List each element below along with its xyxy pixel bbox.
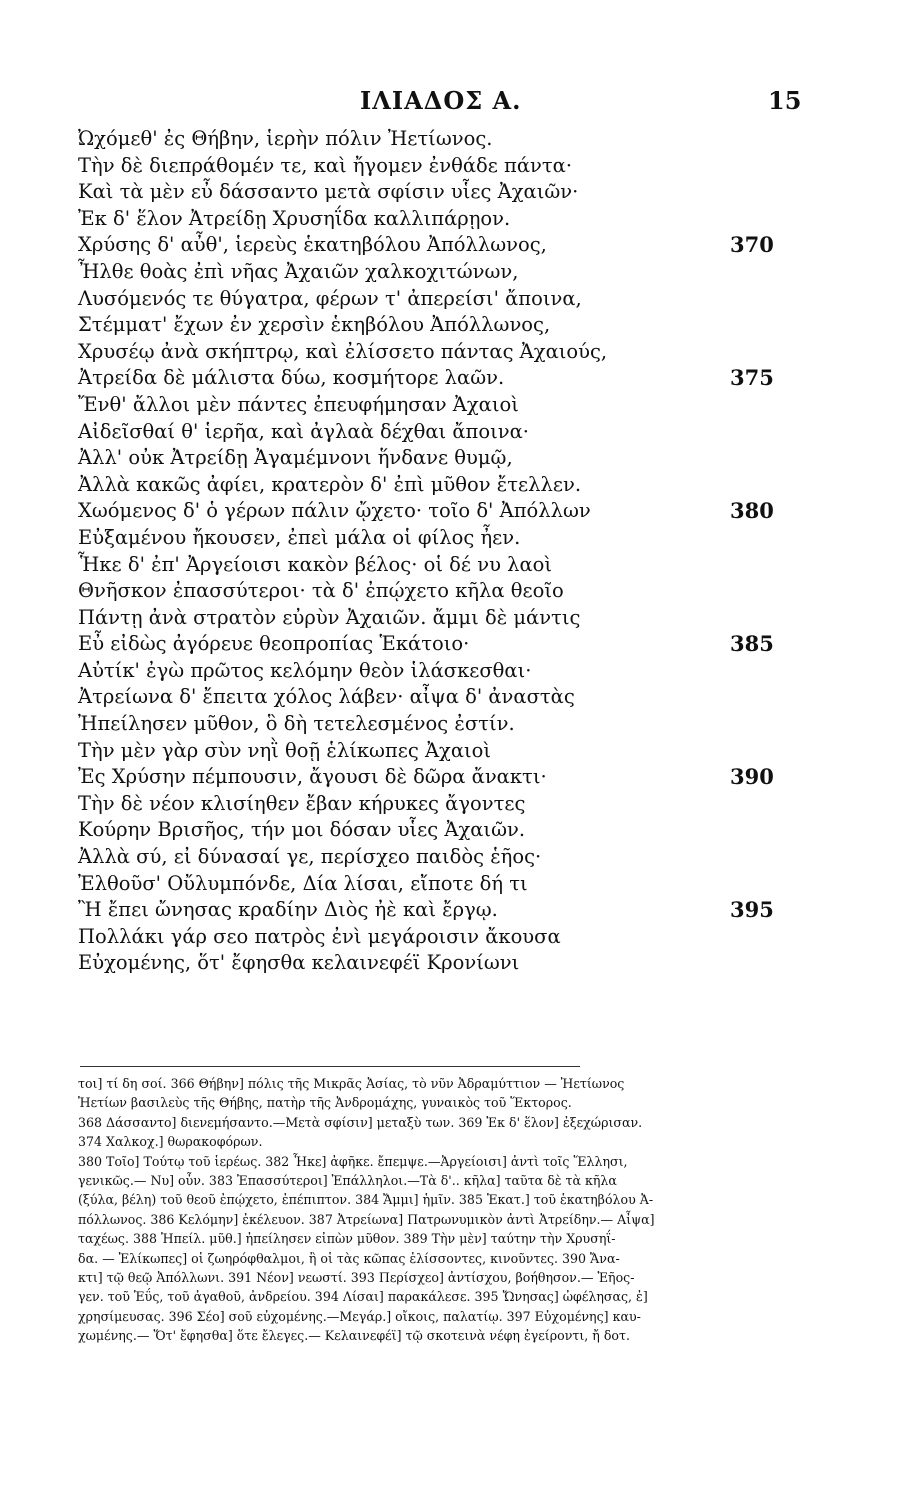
footnote-line: χωμένης.— Ὅτ' ἔφησθα] ὅτε ἔλεγες.— Κελαινεφέϊ] τῷ σκοτεινὰ νέφη ἐγείροντι, ἤ δοτ. [78, 1328, 630, 1344]
verse-text: Καὶ τὰ μὲν εὖ δάσσαντο μετὰ σφίσιν υἷες Ἀχαιῶν· [78, 180, 579, 204]
running-title: ΙΛΙΑΔΟΣ Α. [360, 86, 522, 115]
verse-text: Κούρην Βρισῆος, τήν μοι δόσαν υἷες Ἀχαιῶν. [78, 818, 526, 842]
verse-line [78, 286, 818, 313]
verse-line [78, 472, 818, 499]
footnote-line: 368 Δάσσαντο] διενεμήσαντο.—Μετὰ σφίσιν] μεταξὺ των. 369 Ἐκ δ' ἕλον] ἐξεχώρισαν. [78, 1114, 643, 1130]
verse-text: Τὴν δὲ διεπράθομέν τε, καὶ ἤγομεν ἐνθάδε πάντα· [78, 153, 573, 177]
verse-text: Αὐτίκ' ἐγὼ πρῶτος κελόμην θεὸν ἱλάσκεσθαι· [78, 658, 532, 682]
verse-line [78, 312, 818, 339]
verse-text: Ἐλθοῦσ' Οὔλυμπόνδε, Δία λίσαι, εἴποτε δή τι [78, 871, 528, 895]
page-number: 15 [768, 86, 802, 115]
verse-line [78, 206, 818, 233]
verse-line [78, 871, 818, 898]
verse-text: Ἀλλ' οὐκ Ἀτρείδῃ Ἀγαμέμνονι ἥνδανε θυμῷ, [78, 446, 513, 470]
verse-text: Χρύσης δ' αὖθ', ἱερεὺς ἑκατηβόλου Ἀπόλλωνος, [78, 233, 547, 257]
verse-line [78, 817, 818, 844]
verse-text: Αἰδεῖσθαί θ' ἱερῆα, καὶ ἀγλαὰ δέχθαι ἄποινα· [78, 419, 529, 443]
line-number: 385 [730, 631, 774, 657]
running-head [0, 86, 920, 116]
verse-line [78, 445, 818, 472]
verse-line [78, 126, 818, 153]
verse-line [78, 897, 818, 924]
verse-line [78, 684, 818, 711]
verse-text: Ἀλλὰ κακῶς ἀφίει, κρατερὸν δ' ἐπὶ μῦθον ἔτελλεν. [78, 472, 582, 496]
footnote-line: τοι] τί δη σοί. 366 Θήβην] πόλις τῆς Μικρᾶς Ἀσίας, τὸ νῦν Ἀδραμύττιον — Ἠετίωνος [78, 1076, 625, 1091]
line-number: 390 [730, 764, 774, 790]
verse-text: Ἢ ἔπει ὤνησας κραδίην Διὸς ἠὲ καὶ ἔργῳ. [78, 898, 498, 922]
verse-line [78, 259, 818, 286]
verse-line [78, 339, 818, 366]
verse-line [78, 764, 818, 791]
line-number: 375 [730, 365, 774, 391]
verse-line [78, 179, 818, 206]
verse-text: Εὐξαμένου ἤκουσεν, ἐπεὶ μάλα οἱ φίλος ἦεν. [78, 525, 521, 549]
verse-line [78, 525, 818, 552]
verse-line [78, 419, 818, 446]
verse-line [78, 738, 818, 765]
line-number: 380 [730, 498, 774, 524]
verse-line [78, 498, 818, 525]
verse-text: Τὴν δὲ νέον κλισίηθεν ἔβαν κήρυκες ἄγοντες [78, 791, 526, 815]
line-number: 395 [730, 897, 774, 923]
verse-text: Πολλάκι γάρ σεο πατρὸς ἐνὶ μεγάροισιν ἄκουσα [78, 924, 561, 948]
footnote-rule [80, 1066, 580, 1067]
verse-line [78, 791, 818, 818]
verse-text: Τὴν μὲν γὰρ σὺν νηῒ θοῇ ἑλίκωπες Ἀχαιοὶ [78, 738, 492, 762]
verse-line [78, 631, 818, 658]
verse-line [78, 392, 818, 419]
verse-text: Ἀλλὰ σύ, εἰ δύνασαί γε, περίσχεο παιδὸς ἑῆος· [78, 845, 542, 869]
verse-line [78, 924, 818, 951]
line-number: 370 [730, 232, 774, 258]
footnote-line: (ξύλα, βέλη) τοῦ θεοῦ ἐπῴχετο, ἐπέπιπτον. 384 Ἄμμι] ἡμῖν. 385 Ἑκατ.] τοῦ ἑκατηβόλου Ἀ- [78, 1192, 654, 1208]
verse-text: Ὠχόμεθ' ἐς Θήβην, ἱερὴν πόλιν Ἠετίωνος. [78, 127, 493, 150]
verse-block [78, 126, 818, 977]
verse-text: Ἔνθ' ἄλλοι μὲν πάντες ἐπευφήμησαν Ἀχαιοὶ [78, 392, 519, 416]
verse-line [78, 153, 818, 180]
verse-line [78, 711, 818, 738]
footnote-line: ταχέως. 388 Ἠπείλ. μῦθ.] ἠπείλησεν εἰπὼν μῦθον. 389 Τὴν μὲν] ταύτην τὴν Χρυσηΐ- [78, 1231, 616, 1247]
verse-text: Χωόμενος δ' ὁ γέρων πάλιν ᾤχετο· τοῖο δ' Ἀπόλλων [78, 499, 591, 523]
verse-line [78, 365, 818, 392]
footnote-line: γενικῶς.— Νυ] οὖν. 383 Ἐπασσύτεροι] Ἐπάλληλοι.—Τὰ δ'.. κῆλα] ταῦτα δὲ τὰ κῆλα [78, 1173, 617, 1189]
footnote-line: δα. — Ἑλίκωπες] οἱ ζωηρόφθαλμοι, ἢ οἱ τὰς κῶπας ἑλίσσοντες, κινοῦντες. 390 Ἄνα- [78, 1250, 620, 1266]
verse-text: Ἐκ δ' ἕλον Ἀτρείδῃ Χρυσηΐδα καλλιπάρῃον. [78, 206, 511, 230]
verse-line [78, 658, 818, 685]
footnote-line: 374 Χαλκοχ.] θωρακοφόρων. [78, 1134, 263, 1150]
footnote-line: 380 Τοῖο] Τούτῳ τοῦ ἱερέως. 382 Ἧκε] ἀφῆκε. ἔπεμψε.—Ἀργείοισι] ἀντὶ τοῖς Ἕλλησι, [78, 1153, 628, 1169]
verse-text: Ἐς Χρύσην πέμπουσιν, ἄγουσι δὲ δῶρα ἄνακτι· [78, 765, 547, 789]
verse-text: Ἧκε δ' ἐπ' Ἀργείοισι κακὸν βέλος· οἱ δέ νυ λαοὶ [78, 552, 553, 576]
verse-text: Εὐχομένης, ὅτ' ἔφησθα κελαινεφέϊ Κρονίωνι [78, 951, 520, 975]
verse-text: Ἦλθε θοὰς ἐπὶ νῆας Ἀχαιῶν χαλκοχιτώνων, [78, 259, 519, 283]
verse-text: Θνῆσκον ἐπασσύτεροι· τὰ δ' ἐπῴχετο κῆλα θεοῖο [78, 579, 564, 603]
footnotes [78, 1074, 790, 1346]
footnote-line: χρησίμευσας. 396 Σέο] σοῦ εὐχομένης.—Μεγάρ.] οἴκοις, παλατίῳ. 397 Εὐχομένης] καυ- [78, 1308, 641, 1324]
verse-line [78, 950, 818, 977]
verse-line [78, 552, 818, 579]
footnote-line: πόλλωνος. 386 Κελόμην] ἐκέλευον. 387 Ἀτρείωνα] Πατρωνυμικὸν ἀντὶ Ἀτρείδην.— Αἶψα] [78, 1211, 655, 1227]
verse-text: Ἠπείλησεν μῦθον, ὃ δὴ τετελεσμένος ἐστίν. [78, 712, 515, 736]
verse-line [78, 578, 818, 605]
verse-text: Ἀτρείωνα δ' ἔπειτα χόλος λάβεν· αἶψα δ' ἀναστὰς [78, 685, 575, 709]
verse-text: Στέμματ' ἔχων ἐν χερσὶν ἑκηβόλου Ἀπόλλωνος, [78, 313, 551, 337]
verse-line [78, 844, 818, 871]
footnote-line: Ἠετίων βασιλεὺς τῆς Θήβης, πατὴρ τῆς Ἀνδρομάχης, γυναικὸς τοῦ Ἕκτορος. [78, 1095, 572, 1111]
verse-text: Ἀτρείδα δὲ μάλιστα δύω, κοσμήτορε λαῶν. [78, 366, 505, 390]
verse-text: Εὖ εἰδὼς ἀγόρευε θεοπροπίας Ἑκάτοιο· [78, 632, 470, 656]
verse-line [78, 232, 818, 259]
verse-text: Λυσόμενός τε θύγατρα, φέρων τ' ἀπερείσι' ἄποινα, [78, 286, 582, 310]
footnote-line: γεν. τοῦ Ἐΰς, τοῦ ἀγαθοῦ, ἀνδρείου. 394 Λίσαι] παρακάλεσε. 395 Ὤνησας] ὠφέλησας, ἐ] [78, 1289, 648, 1305]
verse-text: Πάντῃ ἀνὰ στρατὸν εὐρὺν Ἀχαιῶν. ἄμμι δὲ μάντις [78, 605, 581, 629]
verse-line [78, 605, 818, 632]
verse-text: Χρυσέῳ ἀνὰ σκήπτρῳ, καὶ ἐλίσσετο πάντας Ἀχαιούς, [78, 339, 608, 363]
footnote-line: κτι] τῷ θεῷ Ἀπόλλωνι. 391 Νέον] νεωστί. 393 Περίσχεο] ἀντίσχου, βοήθησον.— Ἑῆος- [78, 1270, 635, 1286]
